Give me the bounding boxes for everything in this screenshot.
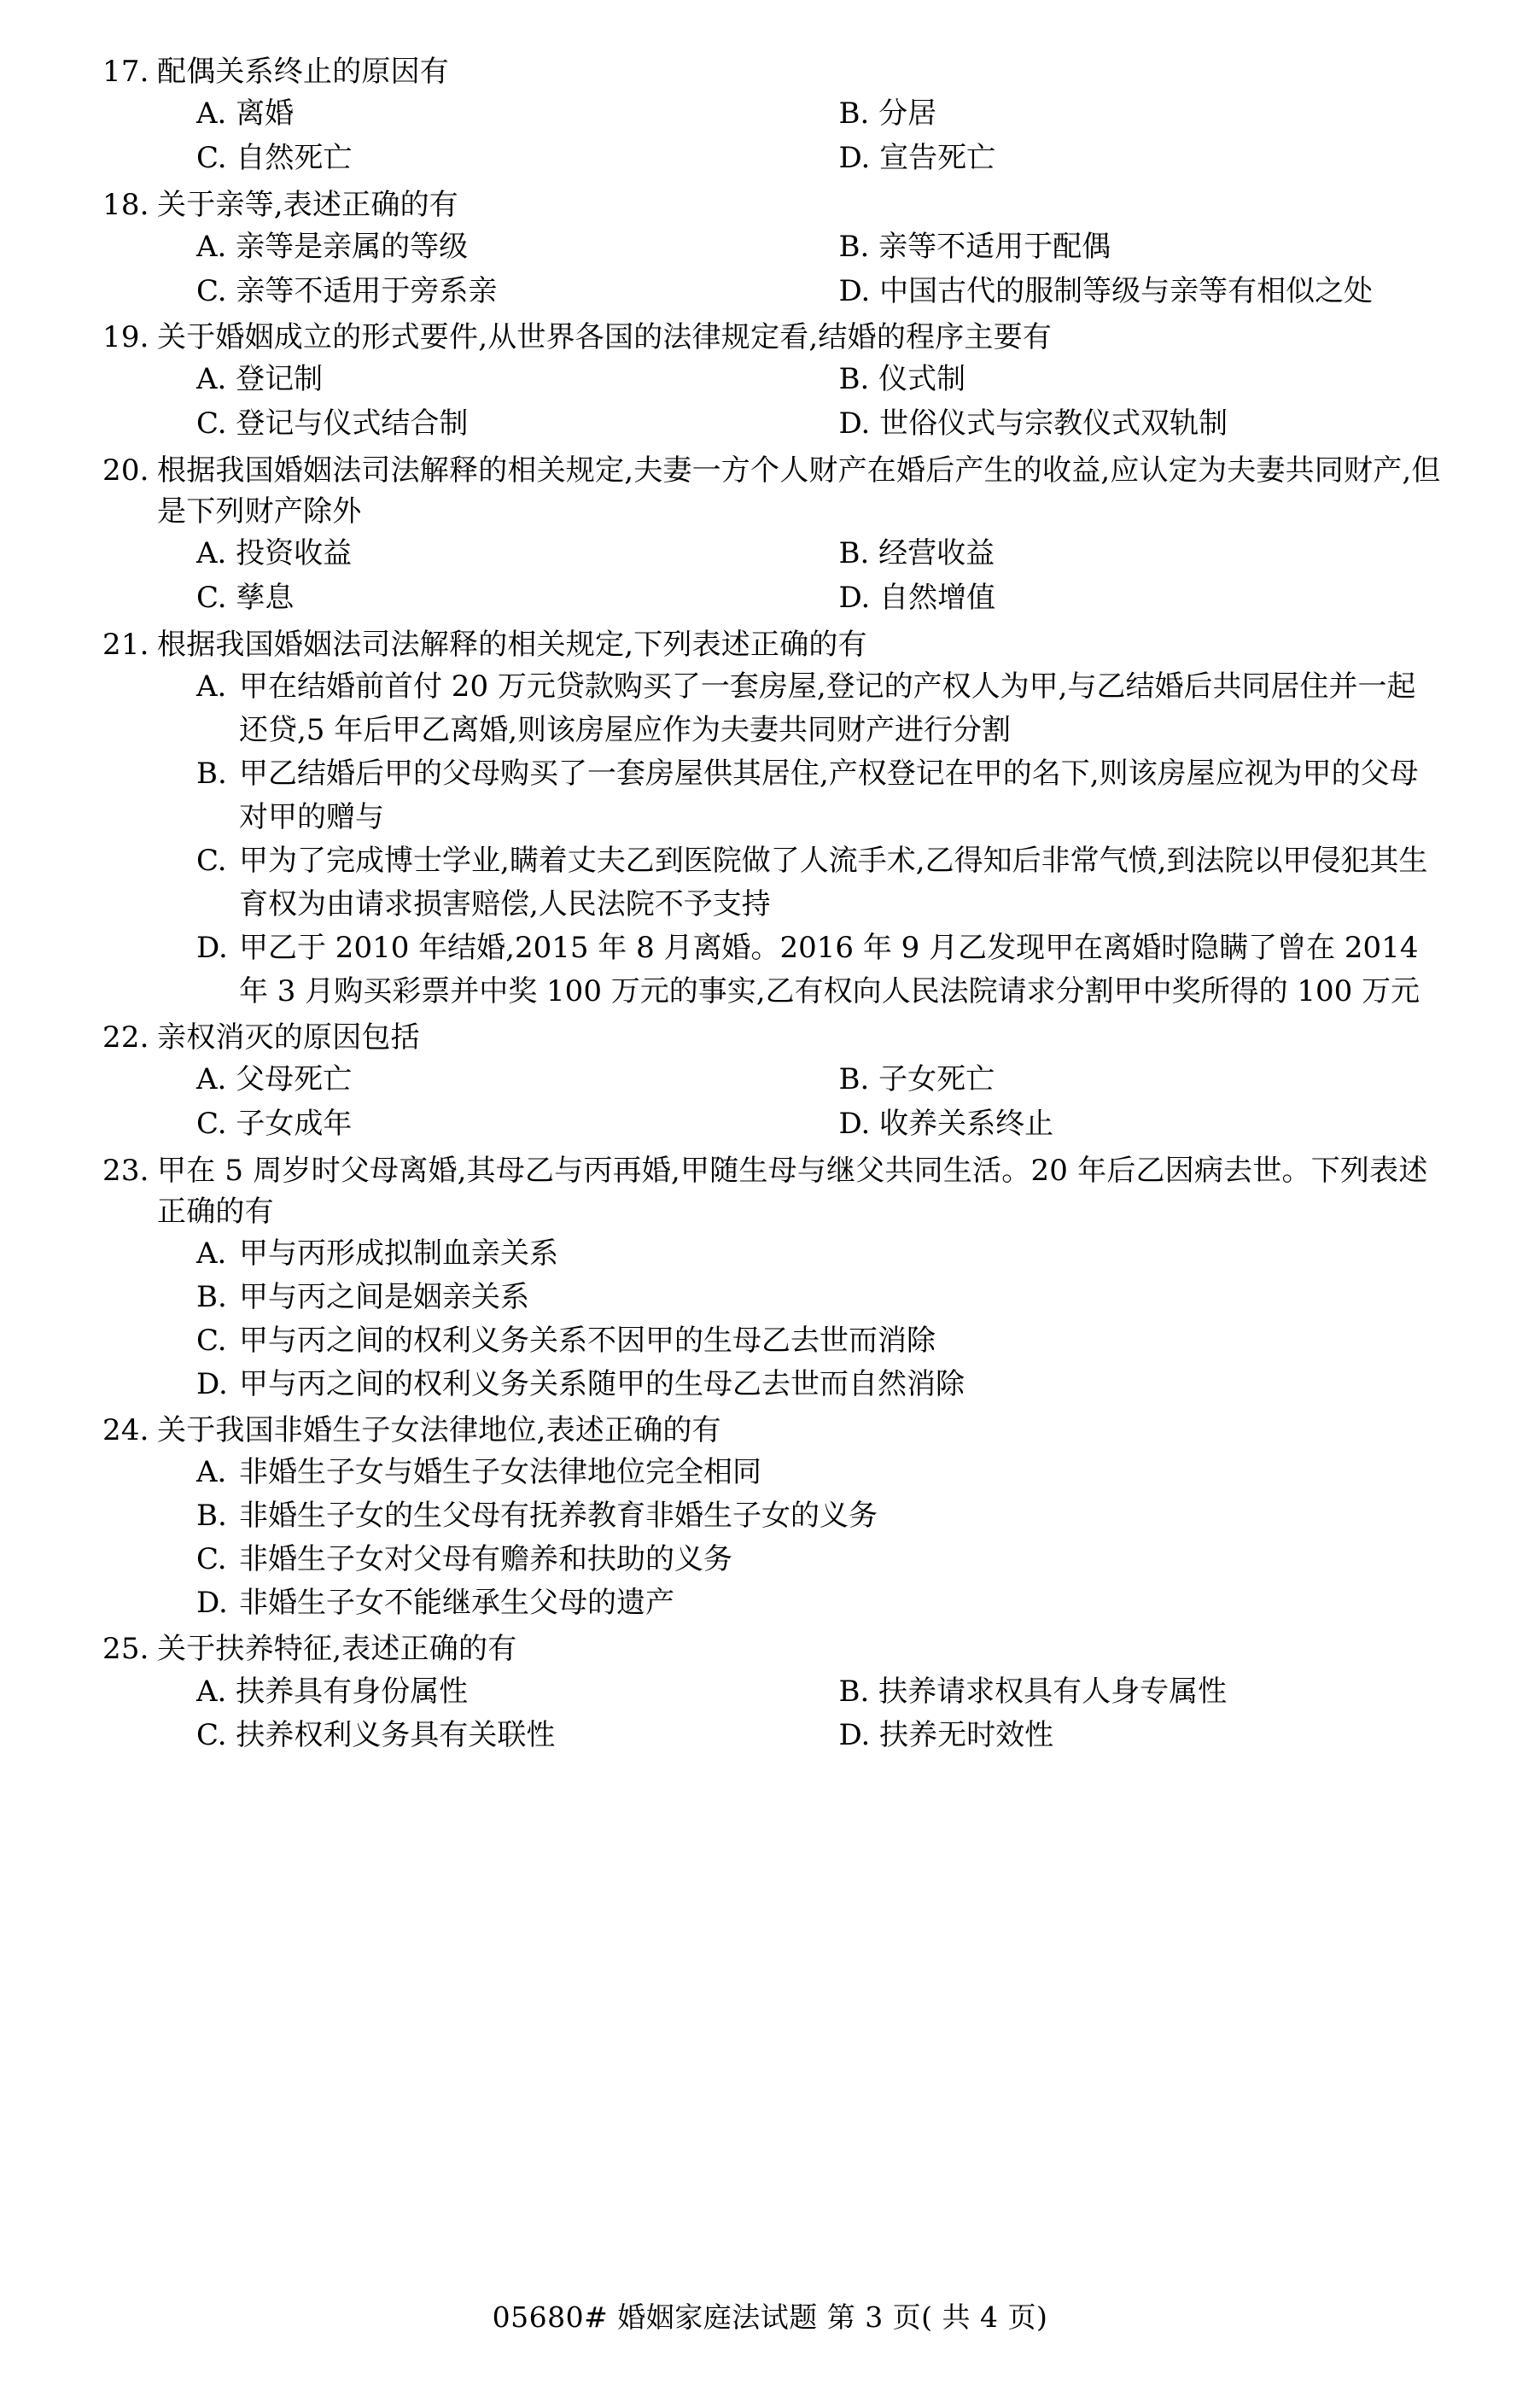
option-row	[157, 225, 1442, 270]
option-row	[157, 1670, 1442, 1715]
question-text: 亲权消灭的原因包括	[157, 1020, 420, 1055]
option-a[interactable]	[157, 1451, 1442, 1494]
question-text: 甲在 5 周岁时父母离婚,其母乙与丙再婚,甲随生母与继父共同生活。20 年后乙因病去世。下列表述正确的有	[157, 1153, 1428, 1229]
option-label: A.	[196, 1455, 227, 1490]
option-text: 甲为了完成博士学业,瞒着丈夫乙到医院做了人流手术,乙得知后非常气愤,到法院以甲侵犯其生育权为由请求损害赔偿,人民法院不予支持	[239, 843, 1428, 921]
question-number: 18.	[102, 187, 149, 222]
question-number: 22.	[102, 1020, 149, 1055]
option-label: A.	[196, 669, 227, 704]
option-a[interactable]: A. 亲等是亲属的等级	[196, 229, 469, 264]
option-row	[157, 270, 1442, 314]
option-d[interactable]: D. 扶养无时效性	[838, 1718, 1054, 1753]
question-text: 关于亲等,表述正确的有	[157, 187, 459, 222]
question-block	[102, 184, 1442, 314]
option-label: C.	[196, 1542, 227, 1577]
question-text: 关于我国非婚生子女法律地位,表述正确的有	[157, 1413, 721, 1448]
option-b[interactable]: B. 经营收益	[838, 536, 995, 571]
option-a[interactable]	[157, 1232, 1442, 1276]
option-b[interactable]: B. 扶养请求权具有人身专属性	[838, 1674, 1228, 1709]
question-stem	[102, 624, 1442, 665]
option-d[interactable]	[157, 927, 1442, 1014]
option-b[interactable]	[157, 1494, 1442, 1538]
option-text: 甲乙于 2010 年结婚,2015 年 8 月离婚。2016 年 9 月乙发现甲在离婚时隐瞒了曾在 2014 年 3 月购买彩票并中奖 100 万元的事实,乙有权向人民法院请求分割甲中奖所得的 100 万元	[239, 930, 1420, 1008]
option-d[interactable]: D. 世俗仪式与宗教仪式双轨制	[838, 406, 1228, 441]
question-number: 20.	[102, 453, 149, 488]
option-text: 甲与丙之间是姻亲关系	[239, 1280, 529, 1315]
option-c[interactable]: C. 登记与仪式结合制	[196, 406, 469, 441]
question-stem	[102, 51, 1442, 92]
question-block	[102, 51, 1442, 181]
option-label: D.	[196, 1367, 228, 1402]
question-stem	[102, 450, 1442, 533]
question-stem	[102, 1150, 1442, 1233]
question-block	[102, 450, 1442, 621]
question-text: 根据我国婚姻法司法解释的相关规定,下列表述正确的有	[157, 627, 867, 662]
option-c[interactable]: C. 扶养权利义务具有关联性	[196, 1718, 556, 1753]
options-group	[157, 1232, 1442, 1406]
page-footer: 05680# 婚姻家庭法试题 第 3 页( 共 4 页)	[492, 2300, 1048, 2334]
option-a[interactable]: A. 登记制	[196, 362, 324, 397]
option-d[interactable]	[157, 1581, 1442, 1625]
option-b[interactable]	[157, 752, 1442, 839]
option-d[interactable]	[157, 1363, 1442, 1406]
options-group	[157, 92, 1442, 180]
option-b[interactable]: B. 分居	[838, 96, 937, 132]
question-number: 17.	[102, 55, 149, 89]
question-stem	[102, 317, 1442, 358]
option-row	[157, 1714, 1442, 1758]
question-number: 24.	[102, 1413, 149, 1448]
option-c[interactable]: C. 孳息	[196, 581, 295, 616]
option-row	[157, 1058, 1442, 1102]
option-row	[157, 92, 1442, 137]
option-text: 甲与丙形成拟制血亲关系	[239, 1236, 558, 1271]
option-a[interactable]: A. 扶养具有身份属性	[196, 1674, 469, 1709]
option-text: 非婚生子女与婚生子女法律地位完全相同	[239, 1455, 761, 1490]
question-number: 19.	[102, 320, 149, 355]
option-text: 非婚生子女对父母有赡养和扶助的义务	[239, 1542, 732, 1577]
option-label: D.	[196, 1586, 228, 1621]
question-text: 关于婚姻成立的形式要件,从世界各国的法律规定看,结婚的程序主要有	[157, 320, 1053, 355]
option-a[interactable]: A. 父母死亡	[196, 1062, 353, 1097]
option-a[interactable]: A. 投资收益	[196, 536, 353, 571]
option-a[interactable]	[157, 665, 1442, 752]
option-b[interactable]: B. 亲等不适用于配偶	[838, 229, 1111, 264]
option-row	[157, 402, 1442, 447]
option-label: B.	[196, 756, 227, 791]
question-block	[102, 624, 1442, 1014]
option-row	[157, 137, 1442, 181]
question-block	[102, 1628, 1442, 1758]
option-label: C.	[196, 1324, 227, 1359]
option-text: 甲在结婚前首付 20 万元贷款购买了一套房屋,登记的产权人为甲,与乙结婚后共同居住并一起还贷,5 年后甲乙离婚,则该房屋应作为夫妻共同财产进行分割	[239, 669, 1416, 747]
option-text: 非婚生子女的生父母有抚养教育非婚生子女的义务	[239, 1499, 878, 1534]
option-label: B.	[196, 1280, 227, 1315]
option-row	[157, 358, 1442, 402]
options-group	[157, 665, 1442, 1014]
question-stem	[102, 1017, 1442, 1058]
question-text: 配偶关系终止的原因有	[157, 55, 449, 89]
options-group	[157, 532, 1442, 620]
option-d[interactable]: D. 中国古代的服制等级与亲等有相似之处	[838, 273, 1374, 308]
options-group	[157, 1451, 1442, 1625]
question-stem	[102, 1628, 1442, 1669]
option-label: C.	[196, 843, 227, 878]
question-block	[102, 1410, 1442, 1625]
question-stem	[102, 184, 1442, 225]
question-number: 21.	[102, 627, 149, 662]
option-d[interactable]: D. 自然增值	[838, 581, 996, 616]
options-group	[157, 1670, 1442, 1758]
option-a[interactable]: A. 离婚	[196, 96, 295, 132]
option-row	[157, 532, 1442, 576]
option-row	[157, 576, 1442, 621]
question-block	[102, 1150, 1442, 1407]
option-text: 甲与丙之间的权利义务关系不因甲的生母乙去世而消除	[239, 1324, 936, 1359]
question-text: 根据我国婚姻法司法解释的相关规定,夫妻一方个人财产在婚后产生的收益,应认定为夫妻共同财产,但是下列财产除外	[157, 453, 1441, 529]
option-text: 甲乙结婚后甲的父母购买了一套房屋供其居住,产权登记在甲的名下,则该房屋应视为甲的父母对甲的赠与	[239, 756, 1419, 834]
option-c[interactable]: C. 子女成年	[196, 1106, 353, 1141]
options-group	[157, 1058, 1442, 1146]
option-b[interactable]: B. 仪式制	[838, 362, 966, 397]
option-c[interactable]	[157, 1319, 1442, 1363]
option-text: 甲与丙之间的权利义务关系随甲的生母乙去世而自然消除	[239, 1367, 965, 1402]
question-stem	[102, 1410, 1442, 1451]
option-b[interactable]: B. 子女死亡	[838, 1062, 995, 1097]
option-d[interactable]: D. 收养关系终止	[838, 1106, 1054, 1141]
option-label: A.	[196, 1236, 227, 1271]
option-c[interactable]: C. 自然死亡	[196, 140, 353, 175]
options-group	[157, 358, 1442, 446]
question-block	[102, 317, 1442, 447]
option-d[interactable]: D. 宣告死亡	[838, 140, 996, 175]
question-number: 23.	[102, 1153, 149, 1188]
option-label: B.	[196, 1499, 227, 1534]
question-block	[102, 1017, 1442, 1147]
option-c[interactable]	[157, 839, 1442, 927]
options-group	[157, 225, 1442, 313]
question-number: 25.	[102, 1632, 149, 1667]
option-label: D.	[196, 930, 228, 965]
option-text: 非婚生子女不能继承生父母的遗产	[239, 1586, 674, 1621]
option-b[interactable]	[157, 1276, 1442, 1319]
question-text: 关于扶养特征,表述正确的有	[157, 1632, 517, 1667]
option-row	[157, 1102, 1442, 1147]
option-c[interactable]	[157, 1538, 1442, 1581]
option-c[interactable]: C. 亲等不适用于旁系亲	[196, 273, 498, 308]
